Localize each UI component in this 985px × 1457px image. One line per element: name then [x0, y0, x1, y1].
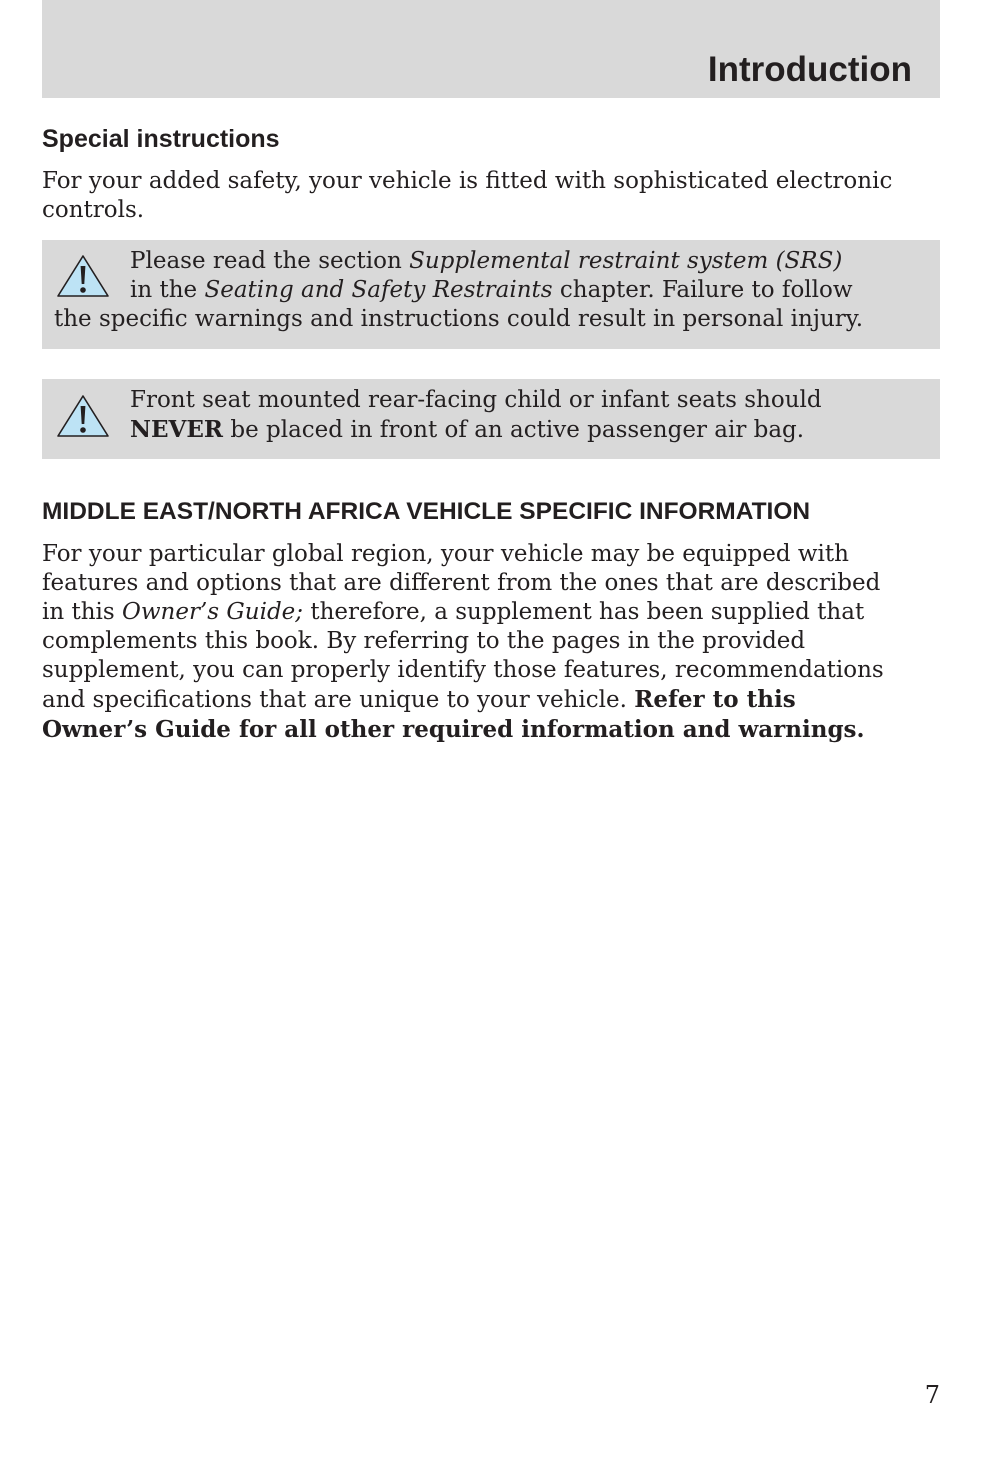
warning-line: [54, 247, 863, 276]
srs-warning-box: [42, 240, 940, 349]
warning-text-segment: in the: [130, 277, 205, 303]
paragraph-line: controls.: [42, 197, 145, 223]
owners-guide-reference: Owner’s Guide;: [122, 599, 304, 625]
warning-text-segment: chapter. Failure to follow: [552, 277, 853, 303]
warning-line: [54, 276, 863, 305]
warning-text-segment: be placed in front of an active passenger air bag.: [223, 417, 805, 443]
paragraph-line: [42, 685, 942, 715]
srs-warning-text: [54, 247, 863, 334]
warning-text-segment: Please read the section: [130, 248, 410, 274]
srs-section-reference: Supplemental restraint system (SRS): [409, 248, 843, 274]
special-instructions-heading: Special instructions: [42, 125, 280, 153]
middle-east-heading: MIDDLE EAST/NORTH AFRICA VEHICLE SPECIFIC INFORMATION: [42, 498, 811, 525]
child-seat-warning-text: [54, 386, 822, 445]
warning-line: the specific warnings and instructions could result in personal injury.: [54, 306, 864, 332]
paragraph-line: supplement, you can properly identify those features, recommendations: [42, 657, 884, 683]
warning-line: Front seat mounted rear-facing child or infant seats should: [130, 387, 822, 413]
never-emphasis: NEVER: [130, 416, 224, 443]
chapter-title: Introduction: [707, 50, 912, 89]
paragraph-line: complements this book. By referring to the pages in the provided: [42, 628, 806, 654]
page-number: 7: [924, 1381, 940, 1409]
bold-instruction: Refer to this: [634, 686, 796, 713]
paragraph-line: [42, 715, 942, 745]
paragraph-text-segment: in this: [42, 599, 123, 625]
bold-instruction: Owner’s Guide for all other required information and warnings.: [42, 716, 865, 743]
paragraph-text-segment: and specifications that are unique to your vehicle.: [42, 687, 635, 713]
paragraph-line: For your added safety, your vehicle is fitted with sophisticated electronic: [42, 168, 893, 194]
paragraph-text-segment: therefore, a supplement has been supplied that: [303, 599, 865, 625]
paragraph-line: [42, 598, 942, 627]
paragraph-line: For your particular global region, your vehicle may be equipped with: [42, 541, 849, 567]
chapter-header-bar: [42, 0, 940, 98]
warning-line: [54, 415, 822, 445]
middle-east-paragraph: [42, 540, 942, 745]
child-seat-warning-box: [42, 379, 940, 459]
paragraph-line: features and options that are different from the ones that are described: [42, 570, 881, 596]
special-instructions-paragraph: [42, 167, 942, 225]
chapter-reference: Seating and Safety Restraints: [204, 277, 553, 303]
